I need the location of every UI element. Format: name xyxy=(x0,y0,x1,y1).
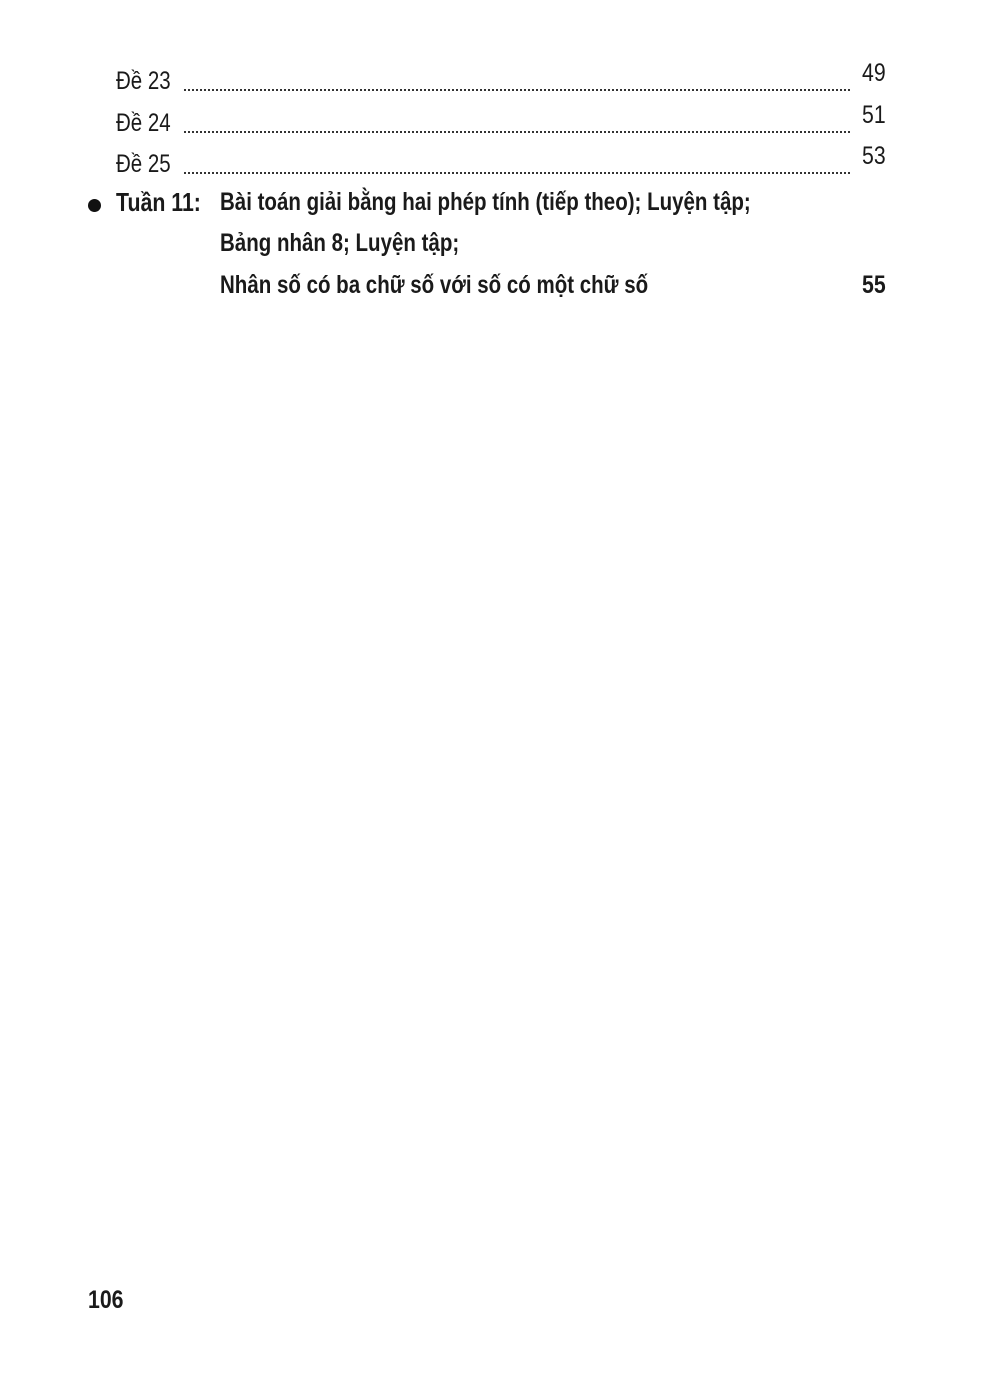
page-ref: 55 xyxy=(862,270,886,299)
page-ref: 49 xyxy=(862,59,886,87)
toc-entry-exam xyxy=(0,102,1000,142)
week-topic-line: Nhân số có ba chữ số với số có một chữ số xyxy=(220,270,649,299)
dot-leader xyxy=(184,89,850,91)
exam-label: Đề 23 xyxy=(116,67,171,95)
week-topic-line: Bài toán giải bằng hai phép tính (tiếp theo); Luyện tập; xyxy=(220,187,751,216)
week-topic-line: Bảng nhân 8; Luyện tập; xyxy=(220,229,460,258)
page-ref: 53 xyxy=(862,142,886,171)
toc-entry-week xyxy=(0,185,1000,310)
exam-label: Đề 24 xyxy=(116,108,171,137)
page-ref: 51 xyxy=(862,100,886,129)
dot-leader xyxy=(184,172,850,174)
toc-entry-exam xyxy=(0,60,1000,100)
toc-entry-exam xyxy=(0,143,1000,183)
week-label: Tuần 11: xyxy=(116,186,201,217)
exam-label: Đề 25 xyxy=(116,150,171,179)
bullet-icon xyxy=(88,199,101,212)
dot-leader xyxy=(184,131,850,133)
page-number: 106 xyxy=(88,1286,124,1314)
